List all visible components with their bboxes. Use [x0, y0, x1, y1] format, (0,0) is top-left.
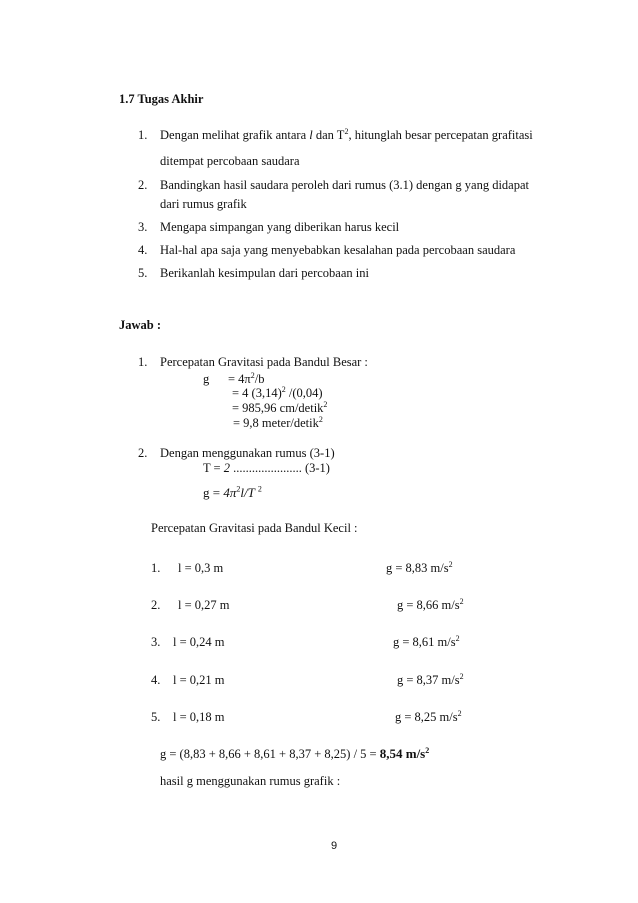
measurement-number: 2. — [151, 598, 161, 612]
task-item-3 — [138, 220, 400, 235]
measurement-number: 5. — [151, 710, 161, 724]
task-text: Bandingkan hasil saudara peroleh dari rumus (3.1) dengan g yang didapat — [160, 178, 529, 192]
measurement-gravity: g = 8,66 $m/s^2$ — [397, 596, 464, 612]
measurement-length: l = 0,24 m — [173, 635, 225, 649]
task-number: 2. — [138, 178, 148, 192]
formula-line-2: = 4 $(3,14)^2$ /(0,04) — [232, 384, 323, 400]
measurement-number: 3. — [151, 635, 161, 649]
measurement-number: 4. — [151, 673, 161, 687]
gravity-formula: $g = 4\pi^2l/T$ $^2$ — [203, 484, 262, 500]
task-item-4 — [138, 243, 516, 258]
task-number: 3. — [138, 220, 148, 234]
measurement-length: l = 0,3 m — [178, 561, 224, 575]
task-text: Hal-hal apa saja yang menyebabkan kesalahan pada percobaan saudara — [160, 243, 516, 257]
task-item-2-continued: dari rumus grafik — [160, 197, 247, 211]
measurement-gravity: g = 8,83 $m/s^2$ — [386, 559, 453, 575]
task-number: 4. — [138, 243, 148, 257]
graph-formula-line: hasil g menggunakan rumus grafik : — [160, 774, 341, 788]
task-text: Dengan melihat grafik antara l dan $T^2$, hitunglah besar percepatan grafitasi — [160, 126, 533, 142]
measurement-number: 1. — [151, 561, 161, 575]
task-text: Mengapa simpangan yang diberikan harus kecil — [160, 220, 400, 234]
answer-2-heading: 2. Dengan menggunakan rumus (3-1) — [138, 446, 335, 460]
measurement-length: l = 0,21 m — [173, 673, 225, 687]
small-pendulum-heading: Percepatan Gravitasi pada Bandul Kecil : — [151, 521, 358, 535]
task-number: 1. — [138, 128, 148, 142]
measurement-length: l = 0,18 m — [173, 710, 225, 724]
task-number: 5. — [138, 266, 148, 280]
answer-1-heading: 1. Percepatan Gravitasi pada Bandul Besar : — [138, 355, 368, 369]
measurement-gravity: g = 8,37 $m/s^2$ — [397, 671, 464, 687]
task-item-5 — [138, 266, 369, 281]
task-item-1-continued: ditempat percobaan saudara — [160, 154, 300, 168]
measurement-length: l = 0,27 m — [178, 598, 230, 612]
formula-line-3: = 985,96 cm/detik$^2$ — [232, 399, 328, 415]
formula-line-4: = 9,8 meter/detik$^2$ — [233, 414, 323, 430]
measurement-gravity: g = 8,25 $m/s^2$ — [395, 708, 462, 724]
section-title: 1.7 Tugas Akhir — [119, 92, 204, 106]
average-gravity: g = (8,83 + 8,66 + 8,61 + 8,37 + 8,25) / 5 = 8,54 $m/s^2$ — [160, 745, 430, 761]
answer-label: Jawab : — [119, 318, 162, 332]
page-number: 9 — [331, 840, 338, 852]
period-formula: T = 2 ...................... (3-1) — [203, 461, 330, 475]
formula-g-symbol: g — [203, 372, 210, 386]
average-result: 8,54 m/s — [379, 746, 426, 761]
task-item-2 — [138, 178, 529, 193]
formula-line-1: = $4\pi^2/b$ — [228, 370, 265, 386]
measurement-gravity: g = 8,61 $m/s^2$ — [393, 633, 460, 649]
task-text: Berikanlah kesimpulan dari percobaan ini — [160, 266, 369, 280]
task-item-1 — [138, 126, 533, 143]
